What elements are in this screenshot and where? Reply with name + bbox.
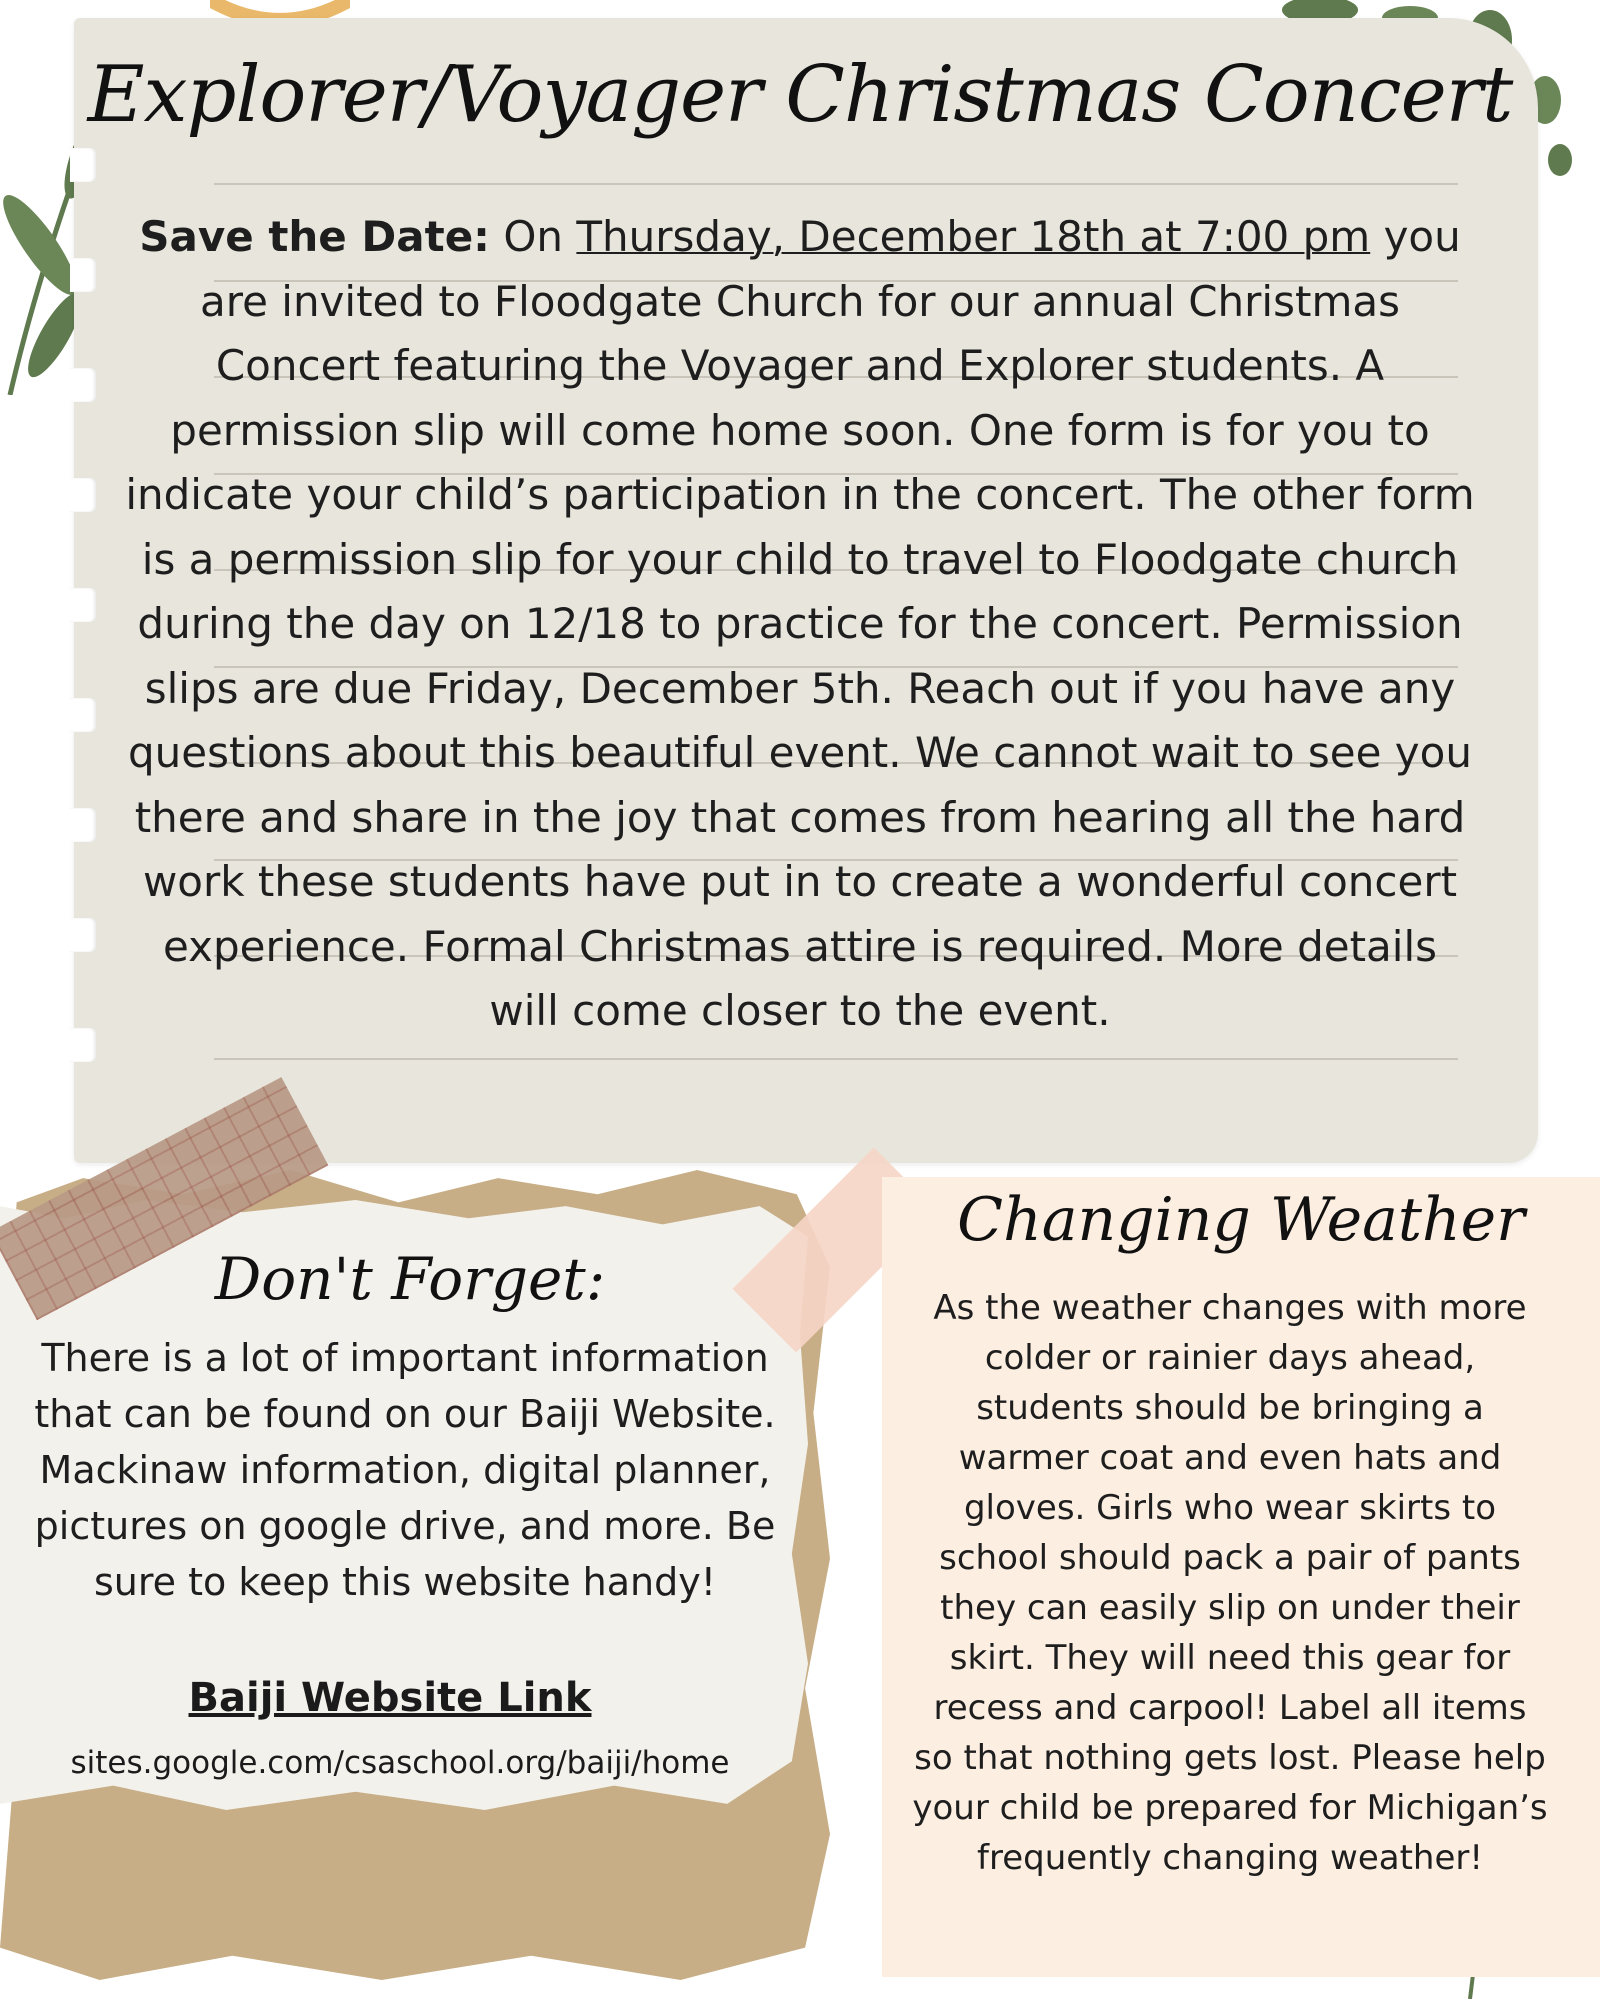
- lead-word: On: [503, 212, 564, 261]
- weather-body: As the weather changes with more colder or rainier days ahead, students should be bringing a warmer coat and even hats and gloves. Girls who wear skirts to school should pack a pair of pants they can easily slip on under their skirt. They will need this gear for recess and carpool! Label all items so that nothing gets lost. Please help your child be prepared for Michigan’s frequently changing weather!: [912, 1288, 1548, 1878]
- dont-forget-title: Don't Forget:: [214, 1245, 606, 1313]
- weather-title: Changing Weather: [957, 1185, 1525, 1255]
- binder-hole: [70, 808, 96, 842]
- binder-hole: [70, 478, 96, 512]
- binder-hole: [70, 368, 96, 402]
- binder-hole: [70, 258, 96, 292]
- concert-details-text: you are invited to Floodgate Church for our annual Christmas Concert featuring the Voyager and Explorer students. A permission slip will come home soon. One form is for you to indicate your child’s participation in the concert. The other form is a permission slip for your child to travel to Floodgate church during the day on 12/18 to practice for the concert. Permission slips are due Friday, December 5th. Reach out if you have any questions about this beautiful event. We cannot wait to see you there and share in the joy that comes from hearing all the hard work these students have put in to create a wonderful concert experience. Formal Christmas attire is required. More details will come closer to the event.: [125, 212, 1475, 1035]
- binder-hole: [70, 148, 96, 182]
- binder-hole: [70, 1028, 96, 1062]
- concert-date-time: Thursday, December 18th at 7:00 pm: [576, 212, 1371, 261]
- ruled-line: [214, 1058, 1458, 1060]
- binder-hole: [70, 698, 96, 732]
- binder-hole: [70, 588, 96, 622]
- website-link[interactable]: Baiji Website Link: [188, 1675, 592, 1721]
- concert-title: Explorer/Voyager Christmas Concert: [87, 50, 1513, 140]
- dont-forget-body: There is a lot of important information that can be found on our Baiji Website. Mackinaw information, digital planner, pictures on google drive, and more. Be sure to keep this website handy!: [34, 1336, 776, 1604]
- website-url[interactable]: sites.google.com/csaschool.org/baiji/home: [70, 1745, 730, 1781]
- ruled-line: [214, 183, 1458, 185]
- save-the-date-label: Save the Date:: [139, 212, 490, 261]
- concert-body: [125, 205, 1475, 1044]
- binder-hole: [70, 918, 96, 952]
